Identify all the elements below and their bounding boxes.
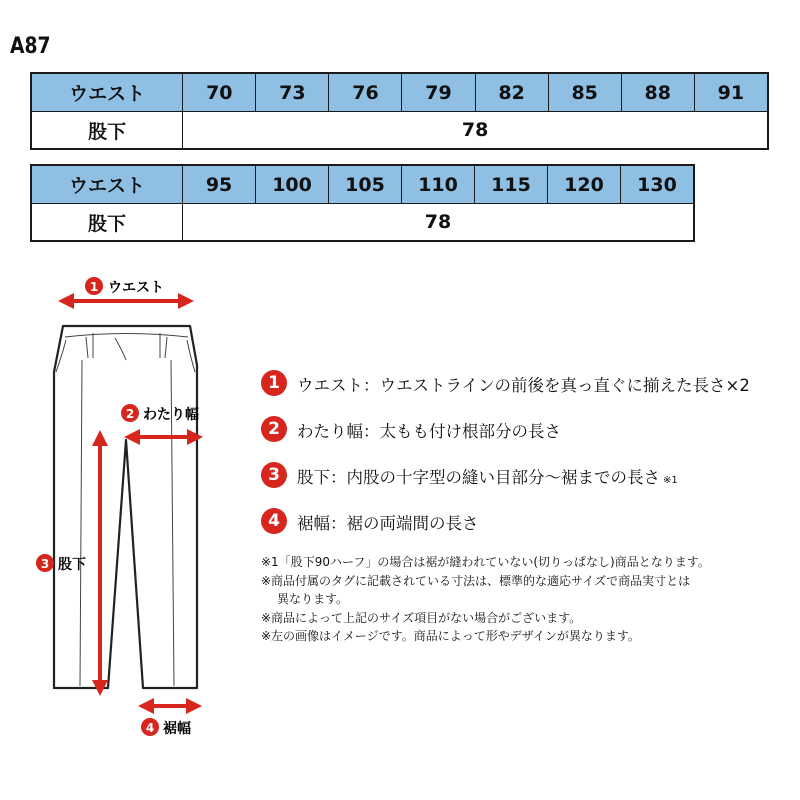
- legend-description: わたり幅：太もも付け根部分の長さ: [297, 422, 561, 441]
- waist-size-cell: 91: [694, 73, 768, 112]
- measurement-legend: [261, 368, 791, 552]
- badge-1-number: 1: [89, 280, 99, 294]
- waist-size-cell: 85: [548, 73, 621, 112]
- note-line: ※商品付属のタグに記載されている寸法は、標準的な適応サイズで商品実寸とは: [261, 573, 691, 588]
- diagram-label-waist: ウエスト: [108, 280, 164, 296]
- legend-number: 1: [261, 370, 287, 396]
- inseam-row: [31, 204, 694, 242]
- inseam-value: 78: [183, 112, 768, 150]
- waist-row: [31, 165, 694, 204]
- legend-description: 股下：内股の十字型の縫い目部分～裾までの長さ: [297, 468, 660, 487]
- waist-header: ウエスト: [31, 165, 183, 204]
- note-line: ※1「股下90ハーフ」の場合は裾が縫われていない(切りっぱなし)商品となります。: [261, 555, 710, 569]
- product-code: A87: [10, 34, 51, 59]
- waist-size-cell: 76: [329, 73, 402, 112]
- legend-number: 4: [261, 508, 287, 534]
- size-table-2: [30, 164, 695, 242]
- waist-size-cell: 73: [256, 73, 329, 112]
- waist-header: ウエスト: [31, 73, 183, 112]
- waist-size-cell: 120: [547, 165, 620, 204]
- legend-text: [297, 464, 678, 488]
- legend-text: [297, 372, 750, 396]
- waist-size-cell: 79: [402, 73, 475, 112]
- legend-footnote-mark: ※1: [663, 475, 678, 486]
- badge-4-number: 4: [145, 721, 155, 735]
- waist-size-cell: 70: [183, 73, 256, 112]
- inseam-row: [31, 112, 768, 150]
- waist-size-cell: 105: [329, 165, 402, 204]
- note-line: ※左の画像はイメージです。商品によって形やデザインが異なります。: [261, 629, 640, 643]
- legend-description: ウエスト：ウエストラインの前後を真っ直ぐに揃えた長さ×2: [297, 376, 750, 395]
- inseam-header: 股下: [31, 204, 183, 242]
- pants-outline: [54, 326, 197, 688]
- waist-size-cell: 115: [474, 165, 547, 204]
- size-table-1: [30, 72, 769, 150]
- waist-size-cell: 130: [620, 165, 694, 204]
- diagram-label-hem: 裾幅: [163, 721, 191, 737]
- legend-item-waist: [261, 368, 791, 414]
- legend-item-thigh: [261, 414, 791, 460]
- waist-size-cell: 82: [475, 73, 548, 112]
- legend-number: 3: [261, 462, 287, 488]
- diagram-label-thigh: わたり幅: [143, 407, 199, 423]
- badge-3-number: 3: [40, 557, 50, 571]
- badge-2-number: 2: [125, 407, 135, 421]
- legend-item-hem: [261, 506, 791, 552]
- legend-item-inseam: [261, 460, 791, 506]
- legend-text: [297, 418, 561, 442]
- inseam-header: 股下: [31, 112, 183, 150]
- note-line: ※商品によって上記のサイズ項目がない場合がございます。: [261, 610, 582, 625]
- note-line: 異なります。: [277, 592, 349, 606]
- waist-size-cell: 88: [621, 73, 694, 112]
- waist-size-cell: 100: [256, 165, 329, 204]
- waist-size-cell: 110: [402, 165, 475, 204]
- legend-description: 裾幅：裾の両端間の長さ: [297, 514, 479, 533]
- diagram-label-inseam: 股下: [58, 557, 86, 573]
- legend-text: [297, 510, 479, 534]
- notes: [261, 553, 791, 646]
- waist-row: [31, 73, 768, 112]
- pants-diagram: [0, 270, 260, 750]
- waist-size-cell: 95: [183, 165, 256, 204]
- legend-number: 2: [261, 416, 287, 442]
- inseam-value: 78: [183, 204, 694, 242]
